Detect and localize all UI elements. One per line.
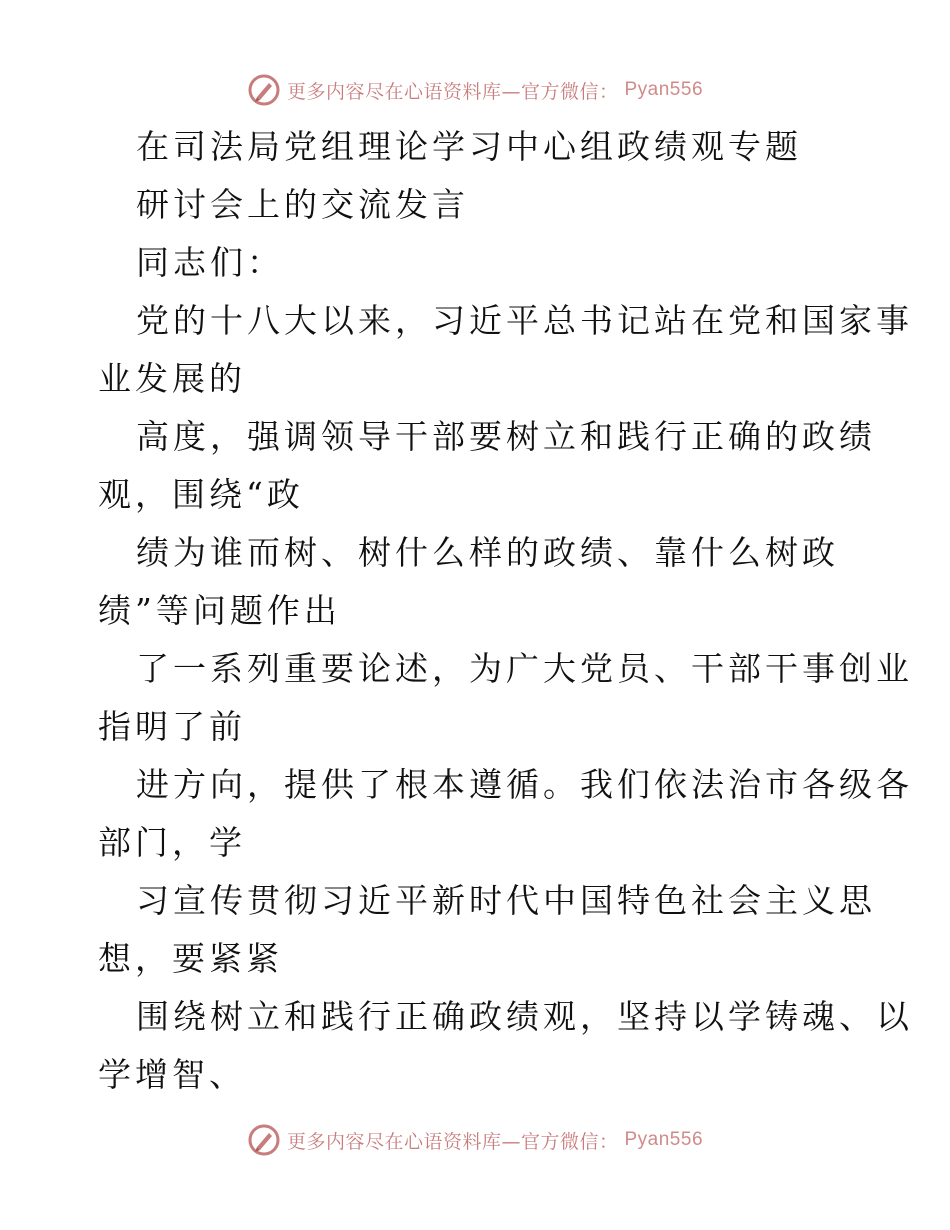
watermark-wechat-id: Pyan556 <box>624 1129 704 1150</box>
body-line: 进方向，提供了根本遵循。我们依法治市各级各 <box>136 765 913 804</box>
body-line: 了一系列重要论述，为广大党员、干部干事创业 <box>136 649 913 688</box>
watermark-text: 更多内容尽在心语资料库—官方微信： <box>286 80 619 103</box>
body-line: 观，围绕“政 <box>98 475 304 514</box>
body-line: 习宣传贯彻习近平新时代中国特色社会主义思 <box>136 881 876 920</box>
body-line: 业发展的 <box>98 359 246 398</box>
title-line-1: 在司法局党组理论学习中心组政绩观专题 <box>136 127 802 166</box>
header-watermark <box>0 70 950 110</box>
body-line: 想，要紧紧 <box>98 939 283 978</box>
body-line: 绩为谁而树、树什么样的政绩、靠什么树政 <box>136 533 839 572</box>
body-line: 高度，强调领导干部要树立和践行正确的政绩 <box>136 417 876 456</box>
title-line-2: 研讨会上的交流发言 <box>136 185 469 224</box>
body-line: 部门，学 <box>98 823 246 862</box>
document-body <box>98 118 913 1104</box>
body-line: 党的十八大以来，习近平总书记站在党和国家事 <box>136 301 913 340</box>
body-line: 围绕树立和践行正确政绩观，坚持以学铸魂、以 <box>136 997 913 1036</box>
salutation: 同志们： <box>136 243 284 282</box>
body-line: 指明了前 <box>98 707 246 746</box>
watermark-text: 更多内容尽在心语资料库—官方微信： <box>286 1130 619 1153</box>
body-line: 绩”等问题作出 <box>98 591 341 630</box>
watermark-wechat-id: Pyan556 <box>624 79 704 100</box>
body-line: 学增智、 <box>98 1055 246 1094</box>
pen-logo-icon <box>247 1123 281 1157</box>
footer-watermark <box>0 1120 950 1160</box>
pen-logo-icon <box>247 73 281 107</box>
